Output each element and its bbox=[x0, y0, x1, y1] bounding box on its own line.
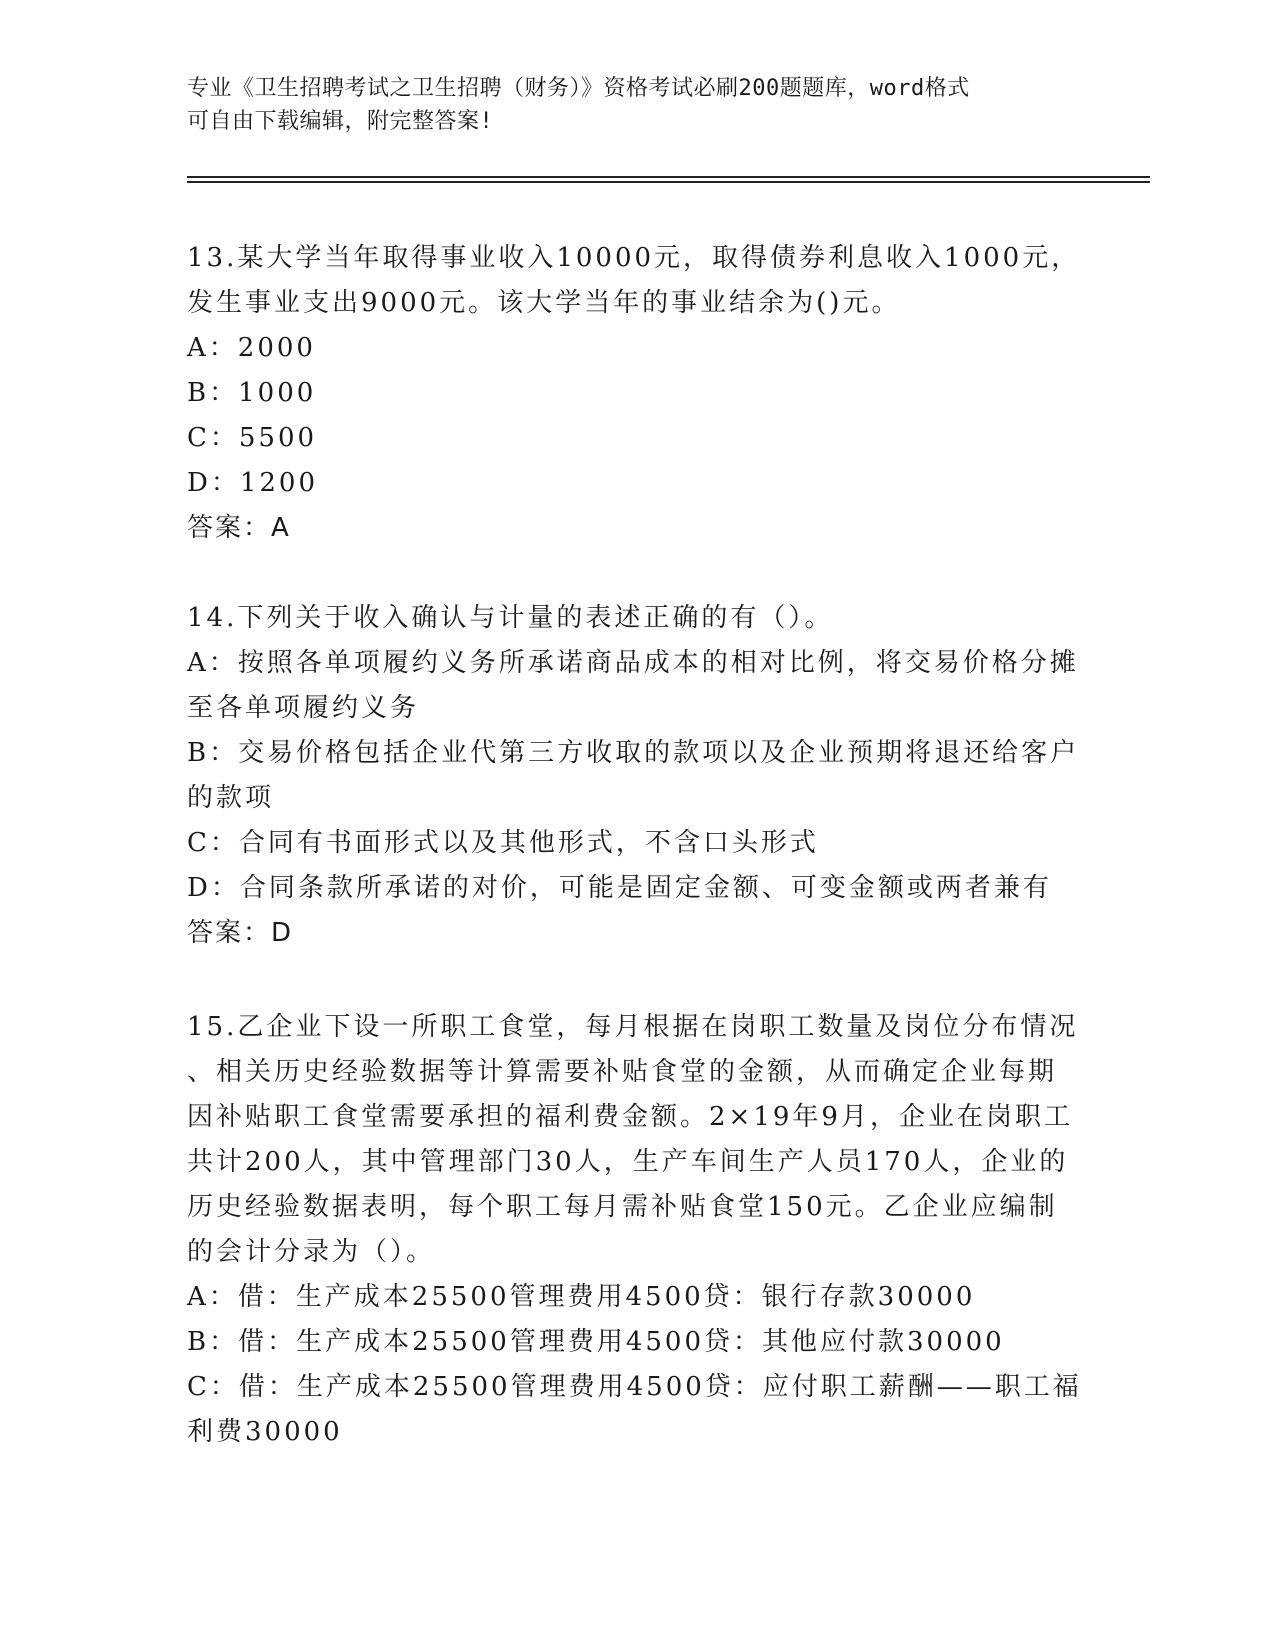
header-line-2: 可自由下载编辑，附完整答案! bbox=[187, 109, 494, 134]
option-d: D：合同条款所承诺的对价，可能是固定金额、可变金额或两者兼有 bbox=[187, 873, 1052, 903]
option-c-continued: 利费30000 bbox=[187, 1417, 343, 1447]
question-stem-line: 的会计分录为（）。 bbox=[187, 1237, 436, 1267]
question-stem-line: 14.下列关于收入确认与计量的表述正确的有（）。 bbox=[187, 603, 834, 633]
question-stem-line: 、相关历史经验数据等计算需要补贴食堂的金额，从而确定企业每期 bbox=[187, 1057, 1058, 1087]
header-line-1: 专业《卫生招聘考试之卫生招聘（财务）》资格考试必刷200题题库，word格式 bbox=[187, 76, 970, 101]
option-c: C：合同有书面形式以及其他形式，不含口头形式 bbox=[187, 828, 819, 858]
question-stem-line: 历史经验数据表明，每个职工每月需补贴食堂150元。乙企业应编制 bbox=[187, 1192, 1058, 1222]
question-15 bbox=[187, 1005, 1087, 1455]
document-header bbox=[187, 72, 1067, 138]
option-a: A：按照各单项履约义务所承诺商品成本的相对比例，将交易价格分摊 bbox=[187, 648, 1079, 678]
question-stem-line: 共计200人，其中管理部门30人，生产车间生产人员170人，企业的 bbox=[187, 1147, 1069, 1177]
option-b: B：1000 bbox=[187, 378, 317, 408]
option-b: B：借：生产成本25500管理费用4500贷：其他应付款30000 bbox=[187, 1327, 1005, 1357]
header-divider-bottom bbox=[187, 181, 1150, 183]
header-divider-top bbox=[187, 176, 1150, 178]
option-d: D：1200 bbox=[187, 468, 319, 498]
question-13 bbox=[187, 236, 1087, 551]
option-a: A：借：生产成本25500管理费用4500贷：银行存款30000 bbox=[187, 1282, 976, 1312]
question-stem-line: 13.某大学当年取得事业收入10000元，取得债券利息收入1000元， bbox=[187, 243, 1081, 273]
option-b: B：交易价格包括企业代第三方收取的款项以及企业预期将退还给客户 bbox=[187, 738, 1080, 768]
option-a: A：2000 bbox=[187, 333, 316, 363]
option-c: C：借：生产成本25500管理费用4500贷：应付职工薪酬——职工福 bbox=[187, 1372, 1082, 1402]
option-a-continued: 至各单项履约义务 bbox=[187, 693, 420, 723]
question-stem-line: 发生事业支出9000元。该大学当年的事业结余为()元。 bbox=[187, 288, 901, 318]
answer-line: 答案：D bbox=[187, 918, 294, 948]
answer-line: 答案：A bbox=[187, 513, 291, 543]
option-c: C：5500 bbox=[187, 423, 318, 453]
question-14 bbox=[187, 596, 1087, 956]
option-b-continued: 的款项 bbox=[187, 783, 275, 813]
question-stem-line: 因补贴职工食堂需要承担的福利费金额。2×19年9月，企业在岗职工 bbox=[187, 1102, 1073, 1132]
question-stem-line: 15.乙企业下设一所职工食堂，每月根据在岗职工数量及岗位分布情况 bbox=[187, 1012, 1079, 1042]
